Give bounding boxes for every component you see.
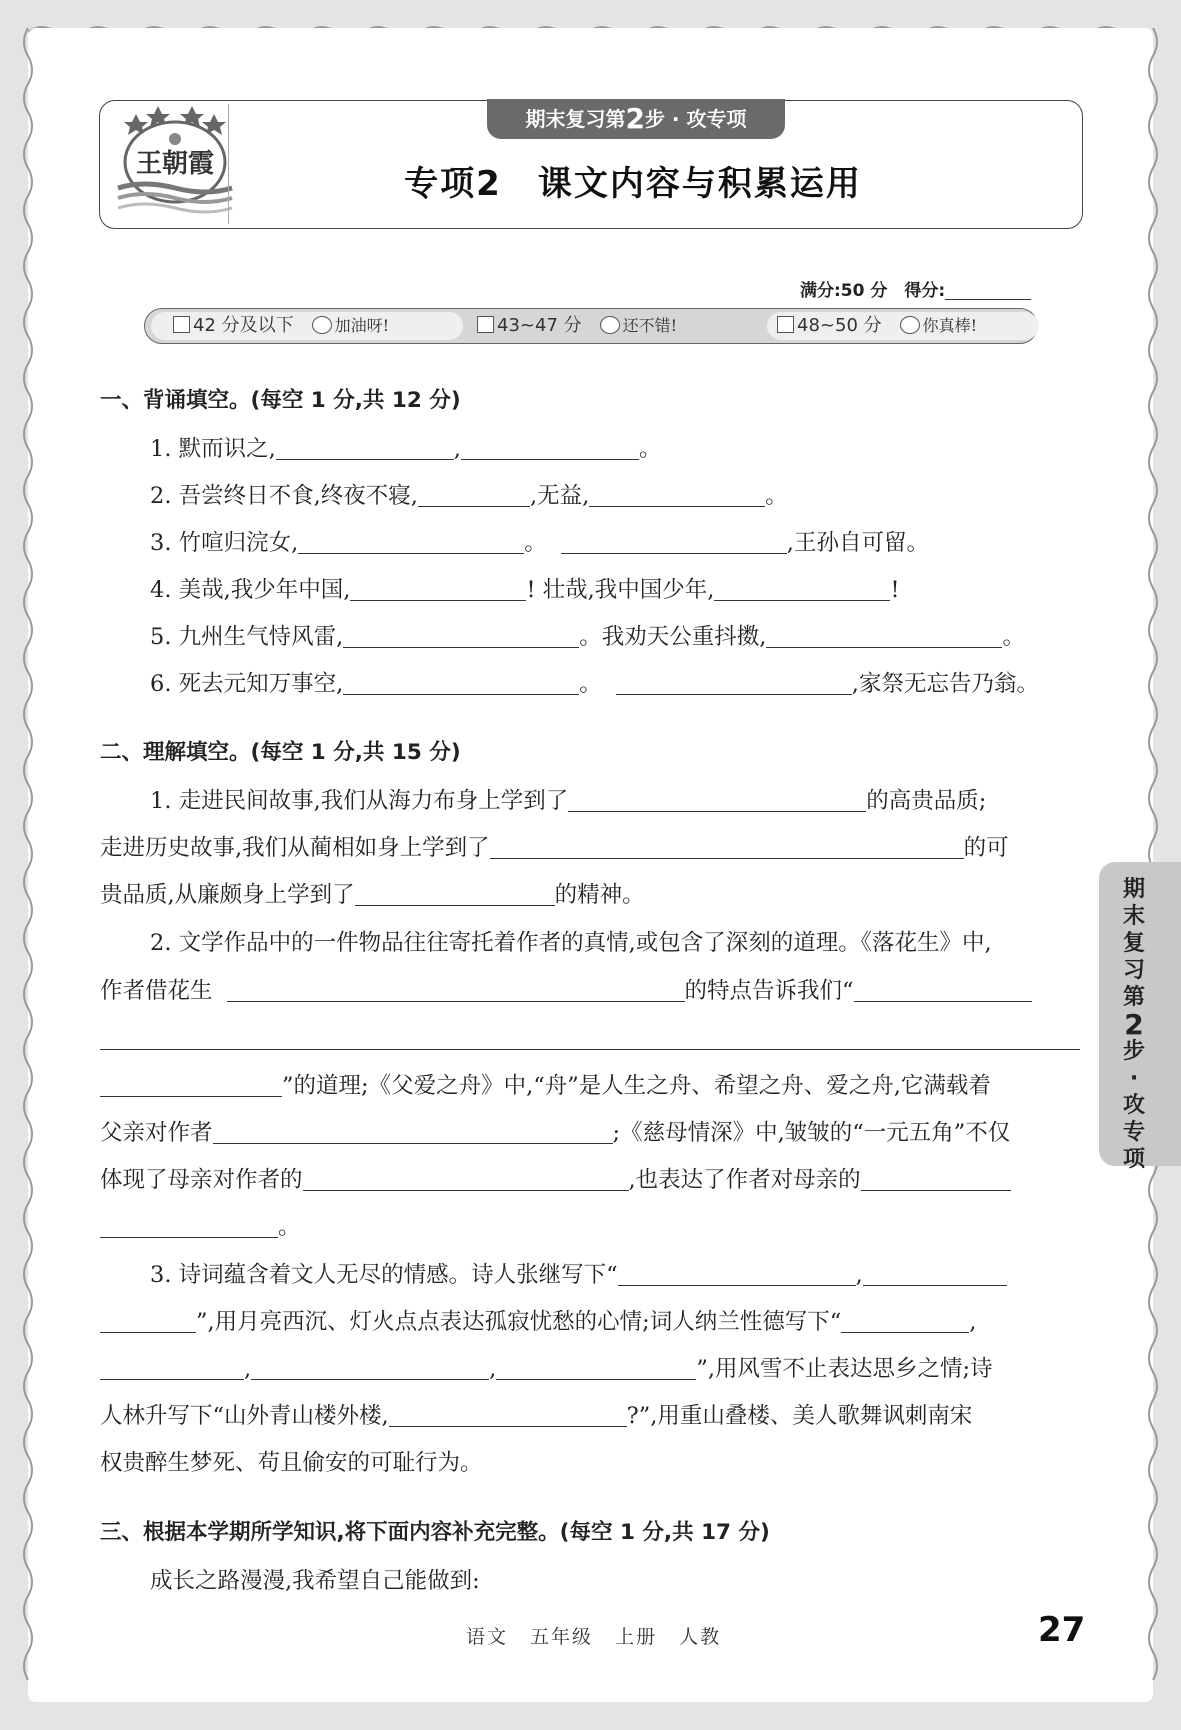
page-title: 专项2 课文内容与积累运用 xyxy=(404,164,862,204)
section-3-heading: 三、根据本学期所学知识,将下面内容补充完整。(每空 1 分,共 17 分) xyxy=(100,1520,770,1545)
item-2-2-line6: 体现了母亲对作者的 ,也表达了作者对母亲的 xyxy=(100,1165,1011,1195)
header-tab: 期末复习第2步 · 攻专项 xyxy=(487,99,785,139)
item-2-3-line3: , , ”,用风雪不止表达思乡之情;诗 xyxy=(100,1354,993,1384)
side-tab-number: 2 xyxy=(1124,1008,1144,1041)
answer-blank[interactable] xyxy=(298,529,524,554)
answer-blank[interactable] xyxy=(589,482,765,507)
item-2-3-line2: ”,用月亮西沉、灯火点点表达孤寂忧愁的心情;词人纳兰性德写下“ , xyxy=(100,1307,976,1337)
checkbox-icon[interactable] xyxy=(173,316,190,333)
answer-blank[interactable] xyxy=(213,1119,613,1144)
logo-divider xyxy=(228,104,229,224)
full-score: 满分:50 分 xyxy=(800,281,888,301)
answer-blank[interactable] xyxy=(227,977,685,1002)
answer-blank[interactable] xyxy=(355,881,555,906)
answer-blank[interactable] xyxy=(854,977,1032,1002)
answer-blank[interactable] xyxy=(861,1166,1011,1191)
answer-blank[interactable] xyxy=(276,435,454,460)
answer-blank[interactable] xyxy=(766,623,1002,648)
item-2-1-line2: 走进历史故事,我们从蔺相如身上学到了 的可 xyxy=(100,835,1009,861)
section-1-heading: 一、背诵填空。(每空 1 分,共 12 分) xyxy=(100,388,461,413)
answer-blank[interactable] xyxy=(568,787,866,812)
item-2-2-line1: 2. 文学作品中的一件物品往往寄托着作者的真情,或包含了深刻的道理。《落花生》中, xyxy=(150,930,992,956)
side-tab-text xyxy=(1112,876,1156,1173)
answer-blank[interactable] xyxy=(863,1261,1007,1286)
answer-blank[interactable] xyxy=(100,1025,1080,1050)
item-2-3-line4: 人林升写下“山外青山楼外楼, ?”,用重山叠楼、美人歌舞讽刺南宋 xyxy=(100,1403,973,1429)
item-2-3-line5: 权贵醉生梦死、苟且偷安的可耻行为。 xyxy=(100,1450,483,1476)
answer-blank[interactable] xyxy=(100,1213,278,1238)
answer-blank[interactable] xyxy=(343,670,579,695)
answer-blank[interactable] xyxy=(841,1308,969,1333)
smiley-face-icon xyxy=(900,316,920,334)
answer-blank[interactable] xyxy=(100,1072,282,1097)
page-number: 27 xyxy=(1038,1610,1086,1650)
score-blank[interactable] xyxy=(945,283,1031,300)
item-1-5: 5. 九州生气恃风雷, 。我劝天公重抖擞, 。 xyxy=(150,624,1025,650)
answer-blank[interactable] xyxy=(618,1261,856,1286)
item-2-2-line5: 父亲对作者 ;《慈母情深》中,皱皱的“一元五角”不仅 xyxy=(100,1120,1011,1146)
checkbox-icon[interactable] xyxy=(777,316,794,333)
answer-blank[interactable] xyxy=(616,670,852,695)
item-2-1-line3: 贵品质,从廉颇身上学到了 的精神。 xyxy=(100,882,645,908)
item-1-6: 6. 死去元知万事空, 。 ,家祭无忘告乃翁。 xyxy=(150,671,1039,697)
item-2-3-line1: 3. 诗词蕴含着文人无尽的情感。诗人张继写下“ , xyxy=(150,1260,1007,1290)
smiley-face-icon xyxy=(600,316,620,334)
smiley-face-icon xyxy=(312,316,332,334)
answer-blank[interactable] xyxy=(303,1166,629,1191)
rating-option-high[interactable]: 48~50 分 你真棒! xyxy=(767,312,1039,340)
svg-text:王朝霞: 王朝霞 xyxy=(135,149,215,179)
rating-option-low[interactable]: 42 分及以下 加油呀! xyxy=(151,312,463,340)
item-2-2-line2: 作者借花生 的特点告诉我们“ xyxy=(100,976,1032,1006)
answer-blank[interactable] xyxy=(490,834,964,859)
side-tab-label-b: 步 · 攻 专 项 xyxy=(1122,1039,1145,1172)
footer: 语文 五年级 上册 人教 xyxy=(466,1626,722,1648)
item-1-3: 3. 竹喧归浣女, 。 ,王孙自可留。 xyxy=(150,530,929,556)
item-2-2-line3 xyxy=(100,1024,1080,1054)
rating-bar xyxy=(144,308,1038,344)
item-2-1-line1: 1. 走进民间故事,我们从海力布身上学到了 的高贵品质; xyxy=(150,788,987,814)
answer-blank[interactable] xyxy=(496,1355,696,1380)
score-line xyxy=(800,276,1031,301)
item-1-2: 2. 吾尝终日不食,终夜不寝, ,无益, 。 xyxy=(150,483,788,509)
answer-blank[interactable] xyxy=(389,1402,627,1427)
item-2-2-line4: ”的道理;《父爱之舟》中,“舟”是人生之舟、希望之舟、爱之舟,它满载着 xyxy=(100,1071,991,1101)
item-2-2-line7: 。 xyxy=(100,1212,301,1242)
score-label: 得分: xyxy=(904,281,946,301)
answer-blank[interactable] xyxy=(251,1355,489,1380)
answer-blank[interactable] xyxy=(343,623,579,648)
answer-blank[interactable] xyxy=(418,482,530,507)
answer-blank[interactable] xyxy=(100,1355,244,1380)
section-2-heading: 二、理解填空。(每空 1 分,共 15 分) xyxy=(100,740,461,765)
item-1-1: 1. 默而识之, , 。 xyxy=(150,436,662,462)
checkbox-icon[interactable] xyxy=(477,316,494,333)
answer-blank[interactable] xyxy=(350,576,526,601)
answer-blank[interactable] xyxy=(561,529,787,554)
answer-blank[interactable] xyxy=(461,435,639,460)
brand-logo xyxy=(114,106,236,220)
item-1-4: 4. 美哉,我少年中国, ! 壮哉,我中国少年, ! xyxy=(150,577,900,603)
side-tab-label-a: 期 末 复 习 第 xyxy=(1122,877,1145,1010)
answer-blank[interactable] xyxy=(100,1308,196,1333)
answer-blank[interactable] xyxy=(714,576,890,601)
section-3-intro: 成长之路漫漫,我希望自己能做到: xyxy=(150,1568,480,1594)
rating-option-mid[interactable]: 43~47 分 还不错! xyxy=(471,312,757,340)
page-border-left xyxy=(18,28,38,1702)
